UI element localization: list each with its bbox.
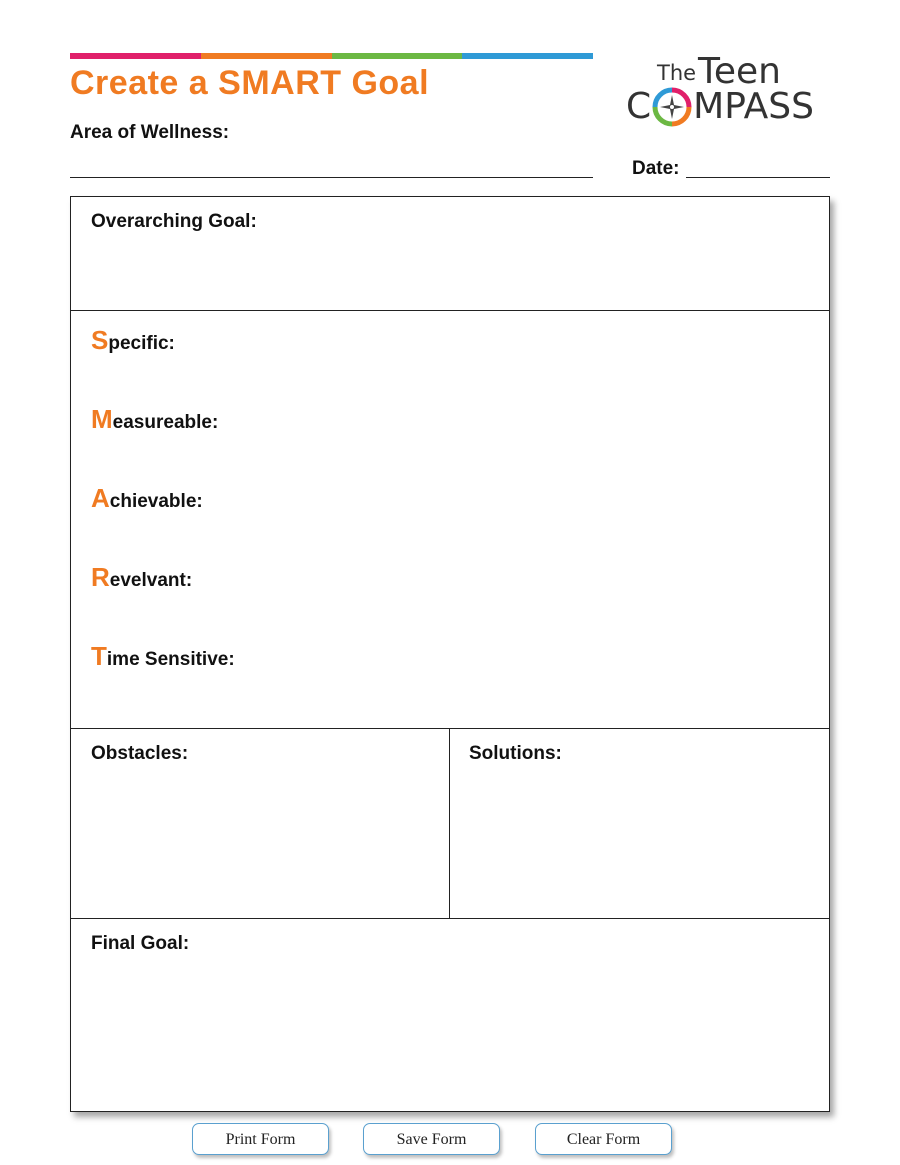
specific-label: pecific: <box>108 333 175 354</box>
color-bar-pink <box>70 53 201 59</box>
clear-form-button[interactable]: Clear Form <box>535 1123 672 1155</box>
logo-compass-c: C <box>626 86 652 127</box>
smart-section <box>71 311 829 729</box>
logo-compass-wordmark <box>626 86 814 127</box>
relevant-label: evelvant: <box>109 570 193 591</box>
obstacles-field[interactable] <box>71 729 449 918</box>
measureable-label: easureable: <box>112 412 219 433</box>
header-color-bar <box>70 53 593 59</box>
specific-initial: S <box>91 325 109 355</box>
overarching-goal-section[interactable] <box>71 197 829 311</box>
date-label: Date: <box>632 158 680 179</box>
color-bar-green <box>332 53 463 59</box>
save-form-button[interactable]: Save Form <box>363 1123 500 1155</box>
time-sensitive-field[interactable] <box>91 641 235 672</box>
achievable-initial: A <box>91 483 110 513</box>
page-title: Create a SMART Goal <box>70 64 430 102</box>
smart-goal-form <box>70 196 830 1112</box>
teen-compass-logo <box>624 51 834 140</box>
area-of-wellness-label: Area of Wellness: <box>70 122 230 143</box>
area-of-wellness-field[interactable] <box>70 177 593 178</box>
achievable-label: chievable: <box>109 491 203 512</box>
color-bar-blue <box>462 53 593 59</box>
compass-rose-icon <box>652 87 692 127</box>
time-sensitive-initial: T <box>91 641 107 671</box>
relevant-field[interactable] <box>91 562 192 593</box>
specific-field[interactable] <box>91 325 175 356</box>
print-form-button[interactable]: Print Form <box>192 1123 329 1155</box>
relevant-initial: R <box>91 562 110 592</box>
solutions-field[interactable] <box>450 729 829 918</box>
date-field[interactable] <box>686 177 830 178</box>
obstacles-solutions-section <box>71 729 829 919</box>
final-goal-section[interactable] <box>71 919 829 1111</box>
measureable-field[interactable] <box>91 404 218 435</box>
logo-the-text: The <box>657 61 697 85</box>
logo-teen-text: Teen <box>698 51 781 92</box>
measureable-initial: M <box>91 404 113 434</box>
achievable-field[interactable] <box>91 483 203 514</box>
color-bar-orange <box>201 53 332 59</box>
solutions-label: Solutions: <box>469 743 562 764</box>
overarching-goal-label: Overarching Goal: <box>91 211 257 232</box>
obstacles-label: Obstacles: <box>91 743 189 764</box>
logo-compass-rest: MPASS <box>693 86 814 127</box>
final-goal-label: Final Goal: <box>91 933 190 954</box>
time-sensitive-label: ime Sensitive: <box>106 649 235 670</box>
